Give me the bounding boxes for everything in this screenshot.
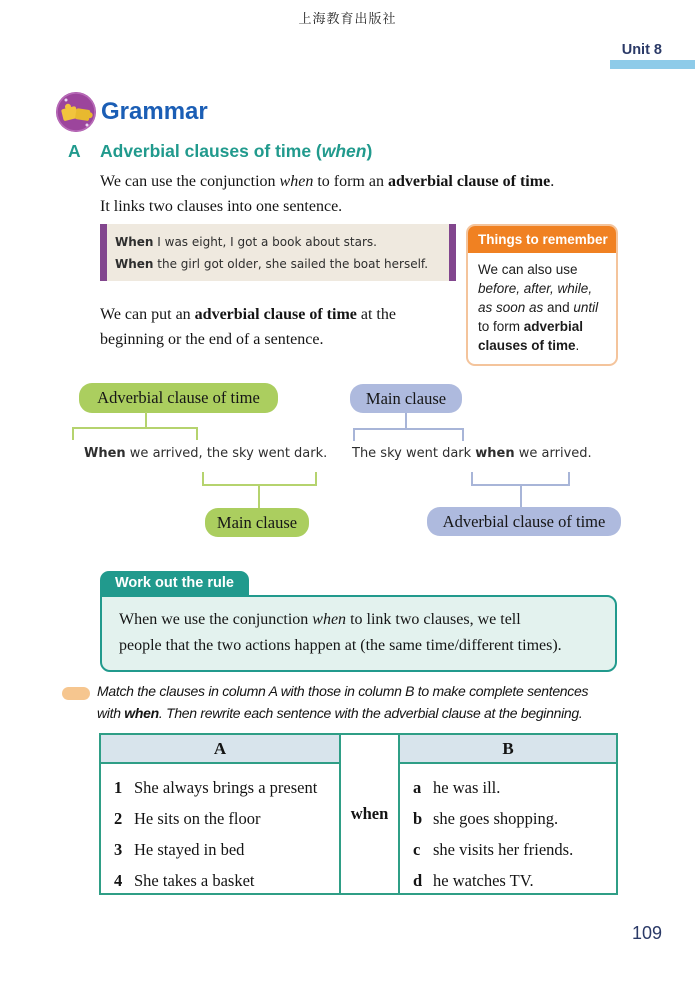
row-text: he was ill. (433, 777, 501, 797)
adverbial-clause-label-box: Adverbial clause of time (427, 507, 621, 536)
bracket-line (202, 472, 317, 486)
diagram-sentence: The sky went dark when we arrived. (352, 446, 592, 461)
row-text: she goes shopping. (433, 808, 559, 828)
connector-line (405, 413, 407, 428)
example-box-right-bar (449, 224, 456, 281)
row-number: 1 (114, 777, 123, 797)
bracket-line (72, 427, 198, 440)
table-row (101, 834, 339, 865)
grammar-title: Grammar (101, 98, 208, 125)
row-text: she visits her friends. (433, 839, 574, 859)
section-heading (68, 141, 372, 162)
table-row (400, 803, 616, 834)
table-column-b (400, 735, 616, 893)
main-clause-label-box: Main clause (205, 508, 309, 537)
when-connector-cell: when (339, 735, 400, 893)
bracket-line (353, 428, 464, 441)
unit-label: Unit 8 (621, 42, 662, 58)
row-letter: b (413, 808, 423, 828)
section-title: Adverbial clauses of time (when) (100, 141, 373, 161)
puzzle-icon (54, 90, 98, 134)
row-number: 4 (114, 870, 123, 890)
table-row (400, 865, 616, 896)
connector-line (520, 486, 522, 507)
adverbial-clause-label-box: Adverbial clause of time (79, 383, 278, 413)
pill-bullet-icon (62, 687, 90, 700)
grammar-heading (54, 90, 208, 134)
rule-box: When we use the conjunction when to link two clauses, we tell people that the two actions happen at (the same time/different times). (100, 595, 617, 672)
table-row (400, 834, 616, 865)
table-header-b: B (400, 735, 616, 764)
row-text: He stayed in bed (134, 839, 245, 859)
match-table (99, 733, 618, 895)
example-line: When I was eight, I got a book about stars. (115, 235, 377, 249)
main-clause-label-box: Main clause (350, 384, 462, 413)
example-box-left-bar (100, 224, 107, 281)
example-line: When the girl got older, she sailed the boat herself. (115, 257, 429, 271)
unit-underline-bar (610, 60, 695, 69)
diagram-sentence: When we arrived, the sky went dark. (84, 446, 328, 461)
row-text: She always brings a present (134, 777, 318, 797)
row-letter: d (413, 870, 423, 890)
connector-line (145, 412, 147, 428)
things-to-remember-title: Things to remember (468, 226, 616, 253)
bracket-line (471, 472, 570, 486)
row-letter: c (413, 839, 421, 859)
work-out-the-rule-tab: Work out the rule (100, 571, 249, 595)
things-to-remember-body: We can also use before, after, while, as soon as and until to form adverbial clauses of time. (478, 262, 599, 353)
position-paragraph: We can put an adverbial clause of time at the beginning or the end of a sentence. (100, 306, 396, 348)
exercise-instructions: Match the clauses in column A with those in column B to make complete sentences with when. Then rewrite each sentence with the adverbial clause at the beginning. (97, 683, 589, 721)
row-text: She takes a basket (134, 870, 255, 890)
row-number: 3 (114, 839, 123, 859)
row-number: 2 (114, 808, 123, 828)
connector-line (258, 486, 260, 508)
table-header-a: A (101, 735, 339, 764)
row-text: He sits on the floor (134, 808, 261, 828)
table-column-a (101, 735, 339, 893)
things-to-remember-box (466, 224, 618, 366)
table-row (101, 865, 339, 896)
page-number: 109 (631, 923, 662, 943)
intro-paragraph: We can use the conjunction when to form an adverbial clause of time. It links two clauses into one sentence. (100, 173, 555, 215)
publisher-title: 上海教育出版社 (298, 11, 397, 26)
row-text: he watches TV. (433, 870, 534, 890)
example-sentences-box (100, 224, 456, 281)
section-letter: A (68, 141, 81, 161)
table-row (400, 772, 616, 803)
table-row (101, 772, 339, 803)
row-letter: a (413, 777, 422, 797)
table-row (101, 803, 339, 834)
